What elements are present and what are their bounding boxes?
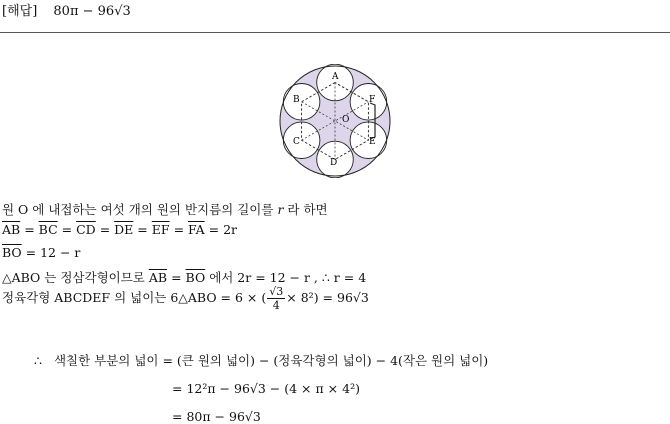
equals-5: = [173, 222, 185, 237]
segment-de: $\overline{DE}$ [114, 222, 134, 237]
label-f: F [369, 95, 376, 105]
segment-bo: $\overline{BO}$ [2, 245, 22, 260]
segment-fa: $\overline{FA}$ [188, 222, 205, 237]
bo-rhs: = 12 − r [25, 245, 81, 260]
result-line-2: = 12²π − 96√3 − (4 × π × 4²) [172, 381, 360, 396]
segment-ab: $\overline{AB}$ [2, 222, 21, 237]
equals-6: = [208, 222, 220, 237]
equals-4: = [137, 222, 148, 237]
equals-1: = [24, 222, 35, 237]
line1-text: 원 O 에 내접하는 여섯 개의 원의 반지름의 길이를 [2, 202, 274, 217]
solution-line-1 [2, 200, 328, 218]
solution-line-5 [2, 285, 369, 312]
equals-2: = [61, 222, 73, 237]
segment-cd: $\overline{CD}$ [76, 222, 96, 237]
result-1: 색칠한 부분의 넓이 = (큰 원의 넓이) − (정육각형의 넓이) − 4(작은 원의 넓이) [53, 353, 489, 368]
answer-label: [해답] [2, 4, 38, 19]
triangle-abo: △ABO [2, 270, 41, 285]
line1-tail: 라 하면 [287, 202, 328, 217]
line4-mid: 는 정삼각형이므로 [44, 270, 145, 285]
two-r: 2r [223, 222, 238, 237]
therefore-symbol: ∴ [34, 353, 42, 368]
label-o: O [342, 115, 350, 125]
label-b: B [293, 95, 300, 105]
solution-line-2 [2, 222, 237, 237]
equals-7: = [171, 270, 182, 285]
answer-value: 80π − 96√3 [53, 4, 131, 19]
segment-ef: $\overline{EF}$ [151, 222, 170, 237]
fraction-denominator: 4 [272, 299, 280, 312]
line1-variable: r [277, 202, 284, 217]
fraction-sqrt3-over-4 [267, 285, 285, 312]
label-a: A [332, 72, 339, 82]
geometry-diagram [278, 64, 392, 178]
line5-text: 정육각형 ABCDEF 의 넓이는 6△ABO = 6 × ( [2, 290, 267, 305]
segment-ab-2: $\overline{AB}$ [148, 270, 168, 285]
equals-3: = [99, 222, 111, 237]
result-line-3: = 80π − 96√3 [172, 409, 261, 424]
label-e: E [369, 137, 376, 147]
answer-header [2, 0, 131, 19]
header-divider [0, 32, 670, 33]
segment-bc: $\overline{BC}$ [38, 222, 58, 237]
fraction-numerator: √3 [269, 285, 284, 298]
solution-line-4 [2, 268, 366, 286]
result-line-1 [34, 351, 488, 369]
label-d: D [330, 158, 338, 168]
label-c: C [293, 137, 300, 147]
line5-tail: × 8²) = 96√3 [286, 290, 369, 305]
segment-bo-2: $\overline{BO}$ [185, 270, 206, 285]
solution-line-3 [2, 245, 80, 260]
line4-tail: 에서 2r = 12 − r , ∴ r = 4 [209, 270, 367, 285]
